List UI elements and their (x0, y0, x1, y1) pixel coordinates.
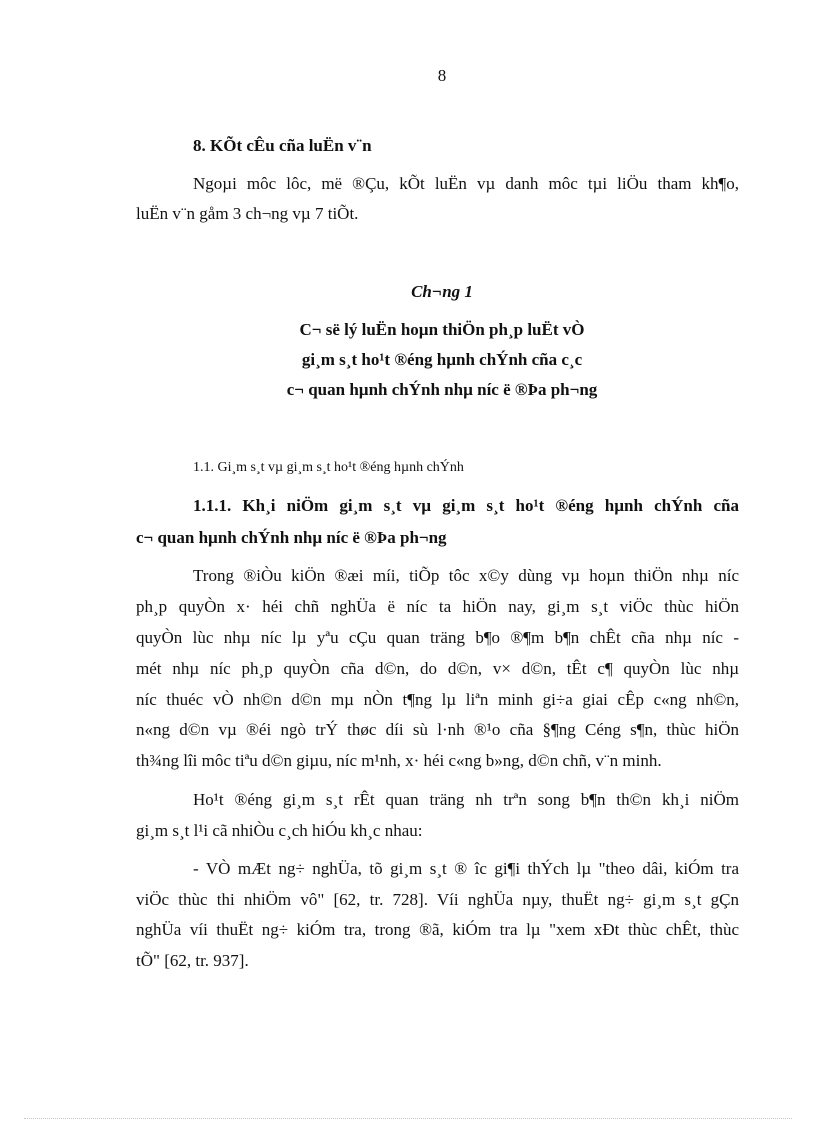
paragraph-line: quyÒn lùc nhµ níc lµ yªu cÇu quan träng b¶o ®¶m b¶n chÊt cña nhµ níc - (136, 628, 739, 647)
paragraph-line: Trong ®iÒu kiÖn ®æi míi, tiÕp tôc x©y dùng vµ hoµn thiÖn nhµ níc (193, 566, 739, 585)
section-8-paragraph-line: Ngoµi môc lôc, më ®Çu, kÕt luËn vµ danh môc tµi liÖu tham kh¶o, (193, 174, 739, 193)
paragraph-line: n«ng d©n vµ ®éi ngò trÝ thøc díi sù l·nh ®¹o cña §¶ng Céng s¶n, thùc hiÖn (136, 720, 739, 739)
section-8-paragraph-line: luËn v¨n gåm 3 ch¬ng vµ 7 tiÕt. (136, 204, 359, 223)
paragraph-line: níc thuéc vÒ nh©n d©n mµ nÒn t¶ng lµ liªn minh gi÷a giai cÊp c«ng nh©n, (136, 690, 739, 709)
section-8-heading: 8. KÕt cÊu cña luËn v¨n (193, 136, 372, 155)
chapter-title-line: c¬ quan hµnh chÝnh nhµ níc ë ®Þa ph¬ng (286, 380, 598, 399)
chapter-title-line: gi¸m s¸t ho¹t ®éng hµnh chÝnh cña c¸c (301, 350, 583, 369)
page-number: 8 (437, 66, 447, 85)
paragraph-line: mét nhµ níc ph¸p quyÒn cña d©n, do d©n, v× d©n, tÊt c¶ quyÒn lùc nhµ (136, 659, 739, 678)
paragraph-line: nghÜa víi thuËt ng÷ kiÓm tra, trong ®ã, kiÓm tra lµ "xem xÐt thùc chÊt, thùc (136, 920, 739, 939)
footer-rule (24, 1118, 792, 1119)
paragraph-line: Ho¹t ®éng gi¸m s¸t rÊt quan träng nh trªn song b¶n th©n kh¸i niÖm (193, 790, 739, 809)
paragraph-line: tÕ" [62, tr. 937]. (136, 951, 249, 970)
paragraph-line: th¾ng lîi môc tiªu d©n giµu, níc m¹nh, x· héi c«ng b»ng, d©n chñ, v¨n minh. (136, 751, 662, 770)
paragraph-line: gi¸m s¸t l¹i cã nhiÒu c¸ch hiÓu kh¸c nhau: (136, 821, 423, 840)
subsection-1-1-heading: 1.1. Gi¸m s¸t vµ gi¸m s¸t ho¹t ®éng hµnh chÝnh (193, 460, 464, 475)
chapter-label: Ch¬ng 1 (411, 282, 473, 301)
paragraph-line: ph¸p quyÒn x· héi chñ nghÜa ë níc ta hiÖn nay, gi¸m s¸t viÖc thùc hiÖn (136, 597, 739, 616)
paragraph-line: viÖc thùc thi nhiÖm vô" [62, tr. 728]. Víi nghÜa nµy, thuËt ng÷ gi¸m s¸t gÇn (136, 890, 739, 909)
subsection-1-1-1-heading: c¬ quan hµnh chÝnh nhµ níc ë ®Þa ph¬ng (136, 528, 447, 547)
paragraph-line: - VÒ mÆt ng÷ nghÜa, tõ gi¸m s¸t ® îc gi¶i thÝch lµ "theo dâi, kiÓm tra (193, 859, 739, 878)
subsection-1-1-1-heading: 1.1.1. Kh¸i niÖm gi¸m s¸t vµ gi¸m s¸t ho¹t ®éng hµnh chÝnh cña (193, 496, 739, 515)
chapter-title-line: C¬ së lý luËn hoµn thiÖn ph¸p luËt vÒ (299, 320, 585, 339)
